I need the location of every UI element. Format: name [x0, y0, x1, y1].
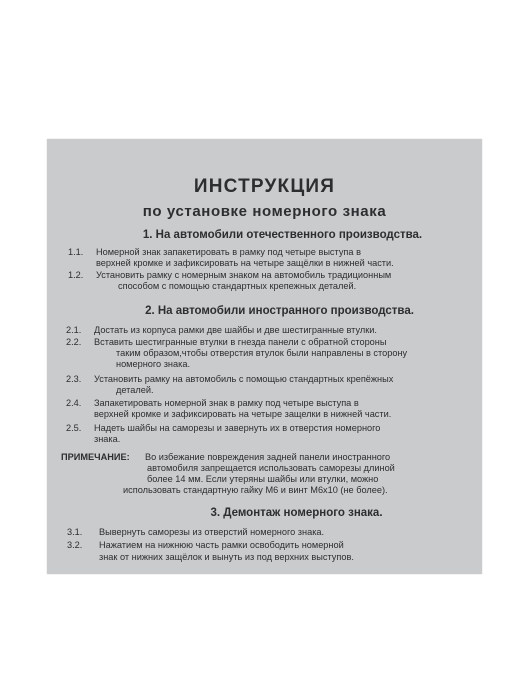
item-number: 2.2.: [66, 337, 82, 347]
section-1-heading: 1. На автомобили отечественного производства.: [142, 229, 423, 241]
item-number: 3.1.: [67, 527, 83, 537]
item-line: Вставить шестигранные втулки в гнезда панели с обратной стороны: [94, 337, 387, 347]
item-line: знака.: [94, 434, 121, 444]
note-label: ПРИМЕЧАНИЕ:: [61, 452, 130, 462]
item-line: Вывернуть саморезы из отверстий номерного знака.: [99, 527, 325, 537]
item-number: 2.3.: [66, 374, 82, 384]
item-line: Надеть шайбы на саморезы и завернуть их в отверстия номерного: [94, 423, 381, 433]
note-line: более 14 мм. Если утеряны шайбы или втулки, можно: [147, 474, 379, 484]
item-number: 1.2.: [68, 270, 84, 280]
item-number: 3.2.: [67, 540, 83, 550]
item-line: Запакетировать номерной знак в рамку под четыре выступа в: [94, 398, 359, 408]
item-line: верхней кромке и зафиксировать на четыре защелки в нижней части.: [94, 409, 392, 419]
item-number: 2.1.: [66, 325, 82, 335]
item-line: таким образом,чтобы отверстия втулок были направлены в сторону: [116, 348, 408, 358]
item-number: 2.4.: [66, 398, 82, 408]
item-line: Достать из корпуса рамки две шайбы и две шестигранные втулки.: [94, 325, 377, 335]
item-line: Нажатием на нижнюю часть рамки освободить номерной: [99, 540, 344, 550]
item-line: деталей.: [116, 385, 154, 395]
item-line: верхней кромке и зафиксировать на четыре защёлки в нижней части.: [96, 258, 394, 268]
item-number: 2.5.: [66, 423, 82, 433]
section-3-heading: 3. Демонтаж номерного знака.: [210, 507, 383, 519]
item-line: способом с помощью стандартных крепежных деталей.: [118, 281, 357, 291]
card-title: ИНСТРУКЦИЯ: [193, 176, 336, 197]
item-line: Номерной знак запакетировать в рамку под четыре выступа в: [96, 247, 361, 257]
card-subtitle: по установке номерного знака: [142, 203, 387, 220]
instruction-card: [47, 139, 482, 574]
item-line: Установить рамку с номерным знаком на автомобиль традиционным: [96, 270, 392, 280]
note-line: использовать стандартную гайку М6 и винт М6х10 (не более).: [123, 485, 388, 495]
item-line: знак от нижних защёлок и вынуть из под верхних выступов.: [99, 552, 354, 562]
item-line: номерного знака.: [116, 359, 190, 369]
item-line: Установить рамку на автомобиль с помощью стандартных крепёжных: [94, 374, 394, 384]
section-2-heading: 2. На автомобили иностранного производства.: [145, 305, 414, 317]
note-line: автомобиля запрещается использовать саморезы длиной: [147, 463, 395, 473]
item-number: 1.1.: [68, 247, 84, 257]
note-line: Во избежание повреждения задней панели иностранного: [145, 452, 391, 462]
